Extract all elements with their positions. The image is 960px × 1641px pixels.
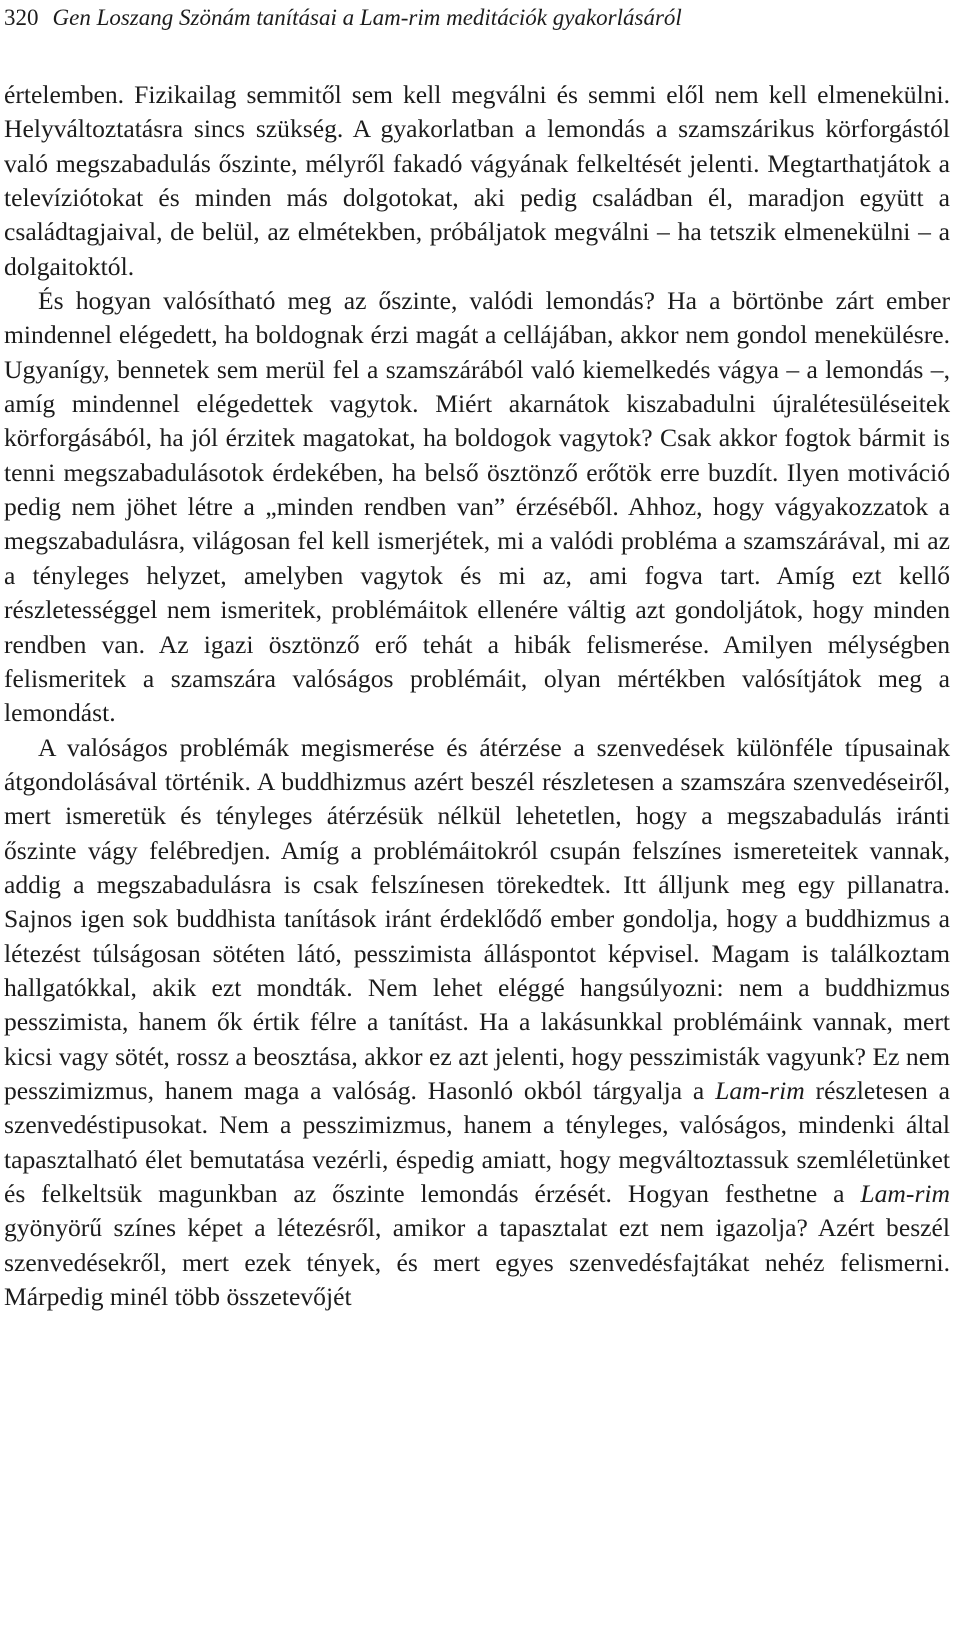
paragraph-text: gyönyörű színes képet a létezésről, amikor a tapasztalat ezt nem igazolja? Azért beszél szenvedésekről, mert ezek tények, és mert egyes szenvedésfajtákat nehéz felismerni. Márpedig minél több összetevőjét: [4, 1213, 950, 1312]
paragraph-text: És hogyan valósítható meg az őszinte, valódi lemondás? Ha a börtönbe zárt ember mindennel elégedett, ha boldognak érzi magát a cellájában, akkor nem gondol menekülésre. Ugyanígy, bennetek sem merül fel a szamszárából való kiemelkedés vágya – a lemondás –, amíg mindennel elégedettek vagytok. Miért akarnátok kiszabadulni újralétesüléseitek körforgásából, ha jól érzitek magatokat, ha boldogok vagytok? Csak akkor fogtok bármit is tenni megszabadulásotok érdekében, ha belső ösztönző erőtök erre buzdít. Ilyen motiváció pedig nem jöhet létre a „minden rendben van” érzéséből. Ahhoz, hogy vágyakozzatok a megszabadulásra, világosan fel kell ismerjétek, mi a valódi probléma a szamszárával, mi az a tényleges helyzet, amelyben vagytok és mi az, ami fogva tart. Amíg ezt kellő részletességgel nem ismeritek, problémáitok ellenére váltig azt gondoljátok, hogy minden rendben van. Az igazi ösztönző erő tehát a hibák felismerése. Amilyen mélységben felismeritek a szamszára valóságos problémáit, olyan mértékben valósítjátok meg a lemondást.: [4, 286, 950, 728]
paragraph-text: részletesen a szenvedéstipusokat. Nem a pesszimizmus, hanem a tényleges, valóságos, mindenki által tapasztalható élet bemutatása vezérli, éspedig amiatt, hogy megváltoztassuk szemléletünket és felkeltsük magunkban az őszinte lemondás érzését. Hogyan festhetne a: [4, 1075, 951, 1208]
italic-title-text: Lam-rim: [715, 1075, 805, 1105]
paragraph: [4, 78, 950, 284]
paragraph-text: értelemben. Fizikailag semmitől sem kell megválni és semmi elől nem kell elmenekülni. Helyváltoztatásra sincs szükség. A gyakorlatban a lemondás a szamszárikus körforgástól való megszabadulás őszinte, mélyről fakadó vágyának felkeltését jelenti. Megtarthatjátok a televíziótokat és minden más dolgotokat, aki pedig családban él, maradjon együtt a családtagjaival, de belül, az elmétekben, próbáljatok megválni – ha tetszik elmenekülni – a dolgaitoktól.: [4, 80, 950, 281]
paragraph: [4, 284, 950, 730]
running-head: [4, 4, 944, 32]
body-text: [4, 78, 950, 1314]
paragraph: [4, 731, 950, 1315]
page-number: 320: [4, 5, 39, 30]
paragraph-text: A valóságos problémák megismerése és átérzése a szenvedések különféle típusainak átgondolásával történik. A buddhizmus azért beszél részletesen a szamszára szenvedéseiről, mert ismeretük és tényleges átérzésük nélkül lehetetlen, hogy a megszabadulás iránti őszinte vágy felébredjen. Amíg a problémáitokról csupán felszínes ismereteitek vannak, addig a megszabadulásra is csak felszínesen törekedtek. Itt álljunk meg egy pillanatra. Sajnos igen sok buddhista tanítások iránt érdeklődő ember gondolja, hogy a buddhizmus a létezést túlságosan sötéten látó, pesszimista álláspontot képvisel. Magam is találkoztam hallgatókkal, akik ezt mondták. Nem lehet eléggé hangsúlyozni: nem a buddhizmus pesszimista, hanem ők értik félre a tanítást. Ha a lakásunkkal problémáink vannak, mert kicsi vagy sötét, rossz a beosztása, akkor ez azt jelenti, hogy pesszimisták vagyunk? Ez nem pesszimizmus, hanem maga a valóság. Hasonló okból tárgyalja a: [4, 732, 950, 1105]
italic-title-text: Lam-rim: [860, 1179, 950, 1208]
running-title: Gen Loszang Szönám tanításai a Lam-rim meditációk gyakorlásáról: [52, 5, 682, 30]
